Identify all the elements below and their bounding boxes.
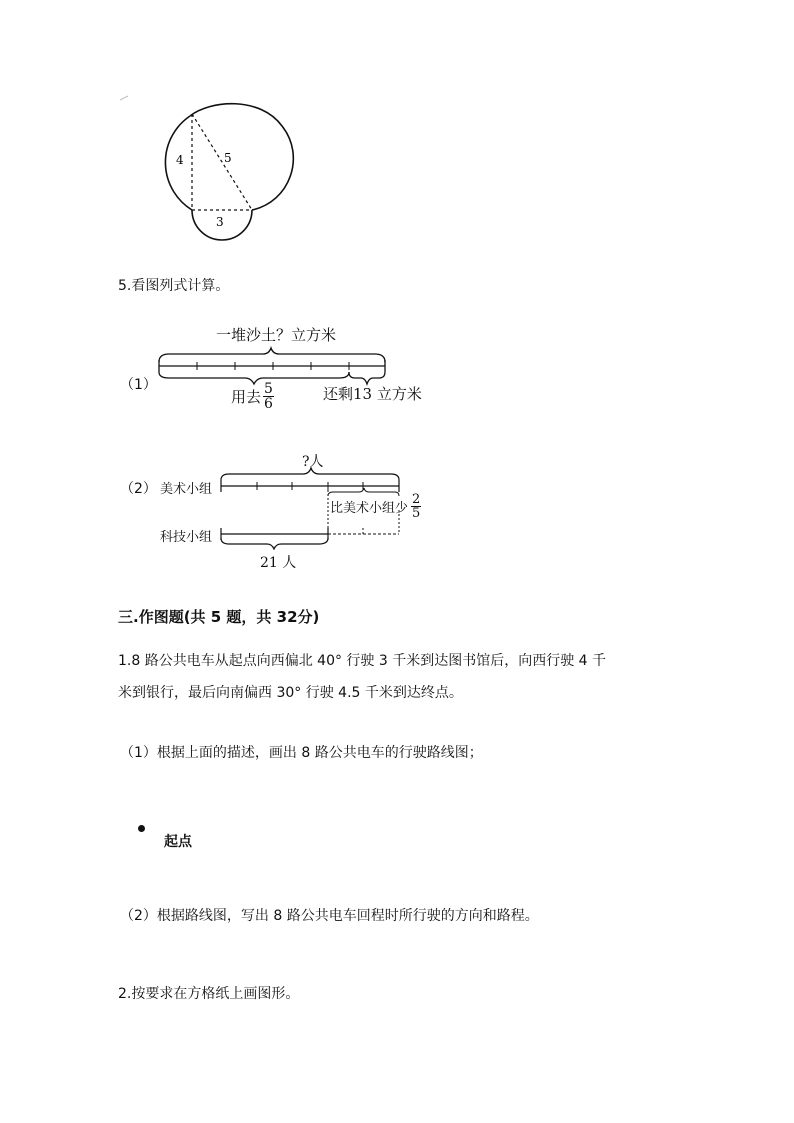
tech-count-label: 21 人 [260,555,297,571]
used-text: 用去 [231,388,262,406]
side-5 [192,114,252,210]
used-fraction [263,382,274,411]
art-group-label: 美术小组 [160,482,213,497]
less-text: 比美术小组少 [330,501,409,516]
art-top-brace [221,468,399,480]
big-circle-arc [190,104,293,210]
used-frac-den: 6 [264,396,273,412]
part2-marker: （2） [120,481,157,497]
q1-sub2: （2）根据路线图，写出 8 路公共电车回程时所行驶的方向和路程。 [120,908,539,924]
less-fraction [411,493,421,520]
q2-title: 2.按要求在方格纸上画图形。 [118,986,300,1002]
part1-marker: （1） [120,377,157,393]
remain-label: 还剩13 立方米 [323,385,422,403]
question-label: ?人 [302,454,324,470]
start-point-dot [138,825,145,832]
q1-sub1: （1）根据上面的描述，画出 8 路公共电车的行驶路线图； [120,745,483,761]
circle-triangle-figure [120,92,310,252]
used-label [231,382,274,411]
tech-group-label: 科技小组 [160,530,213,545]
less-frac-den: 5 [412,506,421,521]
start-point-label: 起点 [164,834,192,850]
label-5: 5 [224,151,232,165]
q1-line1: 1.8 路公共电车从起点向西偏北 40° 行驶 3 千米到达图书馆后，向西行驶 4 千 [118,653,607,669]
label-4: 4 [176,153,184,167]
tech-brace [221,538,328,549]
used-frac-num: 5 [264,381,273,397]
less-frac-num: 2 [412,492,421,507]
part1-top-label: 一堆沙土？立方米 [216,326,337,344]
top-brace [159,348,385,362]
less-label [330,493,421,520]
q5-title: 5.看图列式计算。 [118,278,230,294]
q1-line2: 米到银行，最后向南偏西 30° 行驶 4.5 千米到达终点。 [118,685,463,701]
label-3: 3 [216,215,224,229]
section3-title: 三.作图题(共 5 题，共 32分) [118,608,320,626]
